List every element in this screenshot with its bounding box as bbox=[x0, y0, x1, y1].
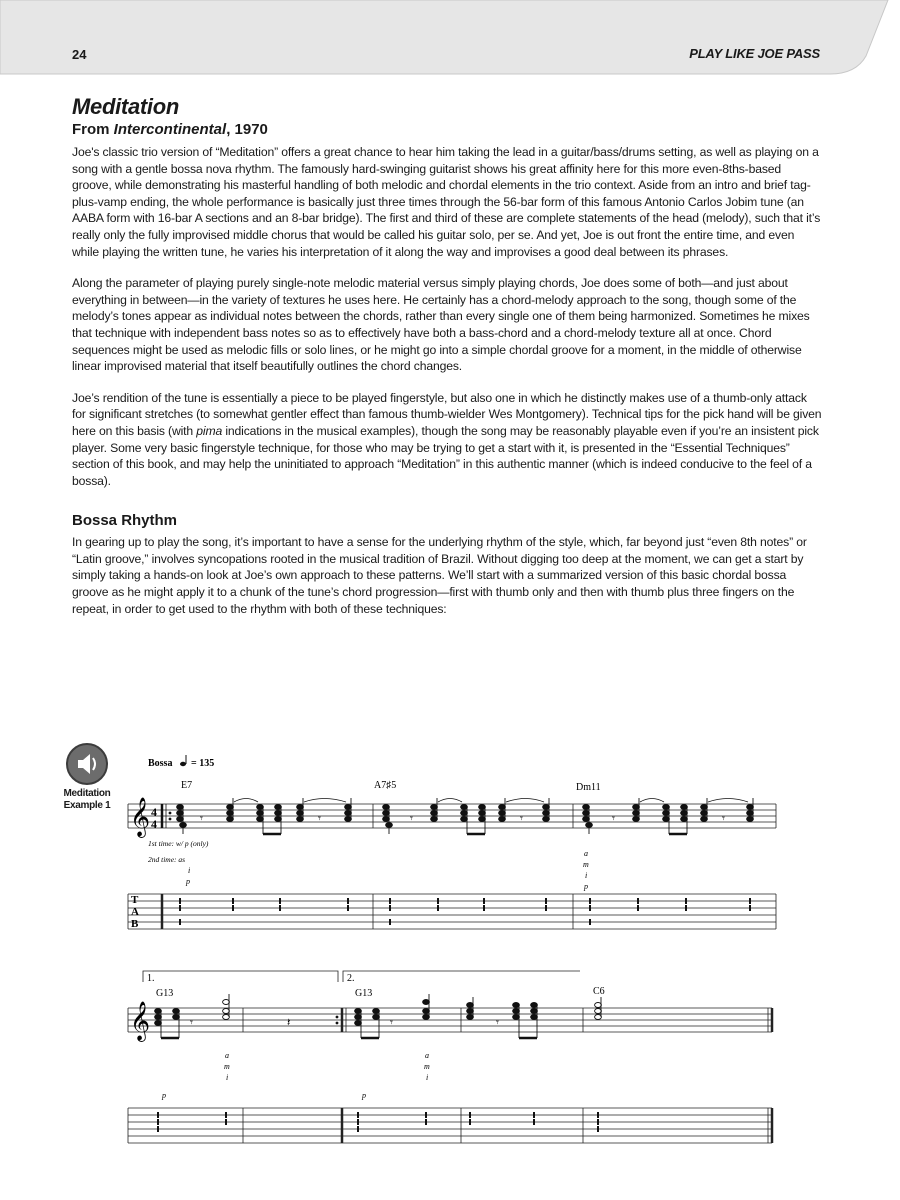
pima-term: pima bbox=[196, 423, 223, 438]
svg-text:𝄾: 𝄾 bbox=[318, 813, 321, 825]
song-title: Meditation bbox=[72, 94, 179, 119]
svg-text:i: i bbox=[188, 866, 191, 875]
treble-clef-icon: 𝄞 bbox=[130, 799, 151, 836]
svg-text:i: i bbox=[585, 871, 588, 880]
paragraph-4: In gearing up to play the song, it’s important to have a sense for the underlying rhythm of the style, which, far beyond just “even 8th notes” or “Latin groove,” involves syncopations rooted in the musical tradition of Brazil. Without digging too deep at the moment, we can get a start by simply taking a hands-on look at Joe’s own approach to these patterns. We’ll start with a summarized version of this basic chordal bossa groove as he might apply it to a chunk of the tune’s chord progression—first with thumb only and then with thumb plus three fingers on the repeat, in order to get used to the rhythm with both of these techniques: bbox=[72, 535, 807, 616]
fingering-stack-4 bbox=[361, 1051, 430, 1100]
svg-text:p: p bbox=[186, 877, 190, 886]
svg-text:𝄾: 𝄾 bbox=[496, 1017, 499, 1029]
notes-system-2 bbox=[155, 994, 602, 1038]
header-band bbox=[0, 0, 900, 82]
svg-text:𝄾: 𝄾 bbox=[200, 813, 203, 825]
album-name: Intercontinental bbox=[113, 121, 227, 138]
fingering-stack-2 bbox=[583, 849, 589, 891]
svg-text:a: a bbox=[225, 1051, 229, 1060]
paragraph-3-part-a: Joe’s rendition of the tune is essentially a piece to be played fingerstyle, but also one in which he distinctly makes use of a thumb-only attack for significant stretches (to somewhat gentler effect than famous thumb-wielder Wes Montgomery). Technical tips for the pick hand will be given here on this basis (with bbox=[72, 390, 822, 438]
second-ending-label: 2. bbox=[347, 973, 355, 984]
chord-symbol-g13-a: G13 bbox=[156, 988, 174, 999]
rests-system-2 bbox=[190, 1017, 499, 1029]
audio-label-line1: Meditation bbox=[63, 788, 111, 799]
svg-text:m: m bbox=[424, 1062, 430, 1071]
svg-text:a: a bbox=[425, 1051, 429, 1060]
tempo-text: Bossa bbox=[148, 758, 173, 769]
tempo-note-icon bbox=[180, 755, 186, 766]
ending-brackets bbox=[143, 971, 580, 982]
paragraph-3 bbox=[72, 390, 822, 490]
section-heading: Bossa Rhythm bbox=[72, 512, 178, 530]
subtitle-prefix: From bbox=[72, 121, 114, 138]
staff-system-2 bbox=[128, 1008, 772, 1032]
music-notation bbox=[50, 738, 850, 1178]
paragraph-2: Along the parameter of playing purely single-note melodic material versus simply playing chords, Joe does some of both—and just about everything in between—in the variety of textures he uses here. He certainly has a chord-melody approach to the song, though some of the melody’s tones appear as individual notes between the chords, rather than every single one of them being harmonized. Sometimes he mixes that technique with independent bass notes so as to effectively have both a bass-chord and a chord-melody texture all at once. Chord sequences might be used as melodic fills or solo lines, or he might go into a simple chordal groove for a moment, in the middle of otherwise linear improvised material that itself beautifully outlines the chord changes. bbox=[72, 276, 810, 374]
chord-symbol-c6: C6 bbox=[593, 986, 605, 997]
svg-text:𝄾: 𝄾 bbox=[190, 1017, 193, 1029]
tab-clef bbox=[131, 894, 139, 930]
article-body bbox=[72, 94, 822, 632]
chord-symbol-g13-b: G13 bbox=[355, 988, 373, 999]
paragraph-1: Joe's classic trio version of “Meditation” offers a great chance to hear him taking the lead in a guitar/bass/drums setting, as well as playing on a song with a gentle bossa nova rhythm. The famously hard-swinging guitarist shows his great affinity here for this more even-8ths-based groove, while demonstrating his masterful handling of both melodic and chordal elements in the trio context. Aside from an intro and brief tag-plus-vamp ending, the whole performance is basically just three times through the 56-bar form of this famous Antonio Carlos Jobim tune (an AABA form with 16-bar A sections and an 8-bar bridge). The first and third of these are complete statements of the head (melody), such that it’s really only the fully improvised middle chorus that would be called his guitar solo, per se. And yet, Joe is out front the entire time, and even while playing the written tune, he varies his interpretation of it along the way and improvises a good deal between its phrases. bbox=[72, 145, 821, 259]
chord-symbol-a7s5: A7♯5 bbox=[374, 780, 397, 791]
svg-text:m: m bbox=[224, 1062, 230, 1071]
fingering-stack-3 bbox=[161, 1051, 230, 1100]
first-ending-label: 1. bbox=[147, 973, 155, 984]
second-time-note: 2nd time: as bbox=[148, 855, 186, 864]
tempo-value: = 135 bbox=[191, 758, 215, 769]
chord-symbol-dm11: Dm11 bbox=[576, 782, 601, 793]
svg-text:T: T bbox=[131, 894, 139, 906]
svg-text:B: B bbox=[131, 918, 139, 930]
paragraph-3-part-b: indications in the musical examples), though the song may be reasonably playable even if you’re an insistent pick player. Some very basic fingerstyle technique, for those who may be trying to get a start with it, is presented in the “Essential Techniques” section of this book, and may help the uninitiated to approach “Meditation” in this authentic manner (which is indeed conducive to the feel of a bossa). bbox=[72, 423, 819, 488]
time-sig-bottom: 4 bbox=[151, 817, 157, 831]
first-time-note: 1st time: w/ p (only) bbox=[148, 839, 209, 848]
tab-staff-1 bbox=[128, 894, 776, 929]
tab-staff-2 bbox=[128, 1108, 772, 1143]
svg-text:i: i bbox=[226, 1073, 229, 1082]
chord-symbol-e7: E7 bbox=[181, 780, 193, 791]
svg-text:p: p bbox=[584, 882, 588, 891]
audio-label-line2: Example 1 bbox=[63, 800, 111, 811]
svg-text:𝄾: 𝄾 bbox=[612, 813, 615, 825]
subtitle-year: , 1970 bbox=[226, 121, 268, 138]
svg-text:a: a bbox=[584, 849, 588, 858]
svg-text:m: m bbox=[583, 860, 589, 869]
svg-text:𝄾: 𝄾 bbox=[520, 813, 523, 825]
svg-text:𝄽: 𝄽 bbox=[287, 1017, 291, 1029]
time-sig-top: 4 bbox=[151, 805, 157, 819]
book-title: PLAY LIKE JOE PASS bbox=[689, 46, 820, 61]
page-number: 24 bbox=[72, 47, 87, 62]
staff-system-1 bbox=[128, 804, 776, 828]
svg-text:𝄾: 𝄾 bbox=[410, 813, 413, 825]
svg-text:𝄾: 𝄾 bbox=[722, 813, 725, 825]
svg-text:𝄾: 𝄾 bbox=[390, 1017, 393, 1029]
svg-text:p: p bbox=[162, 1091, 166, 1100]
treble-clef-icon-2: 𝄞 bbox=[130, 1003, 151, 1040]
fingering-stack-1 bbox=[185, 866, 190, 886]
tab-marks-1 bbox=[180, 898, 750, 925]
song-subtitle bbox=[72, 120, 822, 140]
svg-text:i: i bbox=[426, 1073, 429, 1082]
svg-text:A: A bbox=[131, 906, 139, 918]
svg-text:p: p bbox=[362, 1091, 366, 1100]
